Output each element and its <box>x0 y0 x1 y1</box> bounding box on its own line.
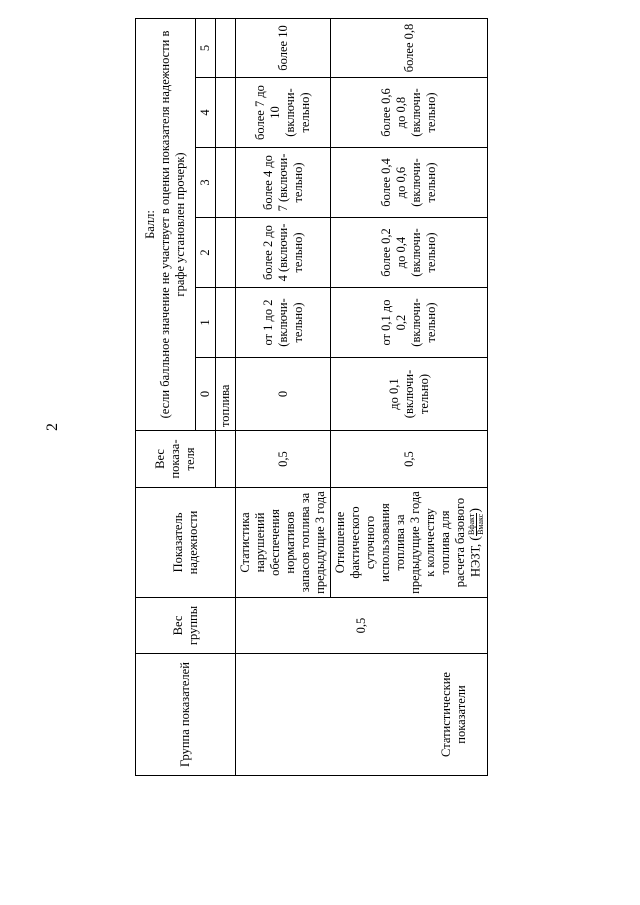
row2-weight: 0,5 <box>331 431 488 488</box>
row1-score-3: более 4 до 7 (включи-тельно) <box>236 148 331 218</box>
page-number: 2 <box>44 423 61 431</box>
row2-indicator-text: Отношение фактического суточного использования топлива за предыдущие 3 года к количеству топлива для расчета базового НЭЗТ, <box>333 491 483 594</box>
subheader-empty <box>216 148 236 218</box>
header-score-note: (если балльное значение не участвует в оценки показателя надежности в графе установлен прочерк) <box>158 30 187 419</box>
header-score-col-2: 2 <box>196 218 216 288</box>
row2-score-0: до 0,1 (включи-тельно) <box>331 358 488 431</box>
header-indicator: Показатель надежности <box>136 488 236 598</box>
formula-numerator: Bфакт <box>467 513 476 536</box>
row2-score-1: от 0,1 до 0,2 (включи-тельно) <box>331 288 488 358</box>
row1-score-0: 0 <box>236 358 331 431</box>
subheader-empty <box>216 431 236 488</box>
row2-score-4: более 0,6 до 0,8 (включи-тельно) <box>331 78 488 148</box>
formula-fraction <box>468 513 485 536</box>
subheader-empty <box>216 218 236 288</box>
row1-score-2: более 2 до 4 (включи-тельно) <box>236 218 331 288</box>
row1-weight: 0,5 <box>236 431 331 488</box>
subheader-empty <box>216 78 236 148</box>
header-group-weight: Вес группы <box>136 598 236 654</box>
row2-score-5: более 0,8 <box>331 19 488 78</box>
header-score-col-5: 5 <box>196 19 216 78</box>
row2-score-3: более 0,4 до 0,6 (включи-тельно) <box>331 148 488 218</box>
row2-indicator: Отношение фактического суточного использования топлива за предыдущие 3 года к количеству топлива для расчета базового НЭЗТ, ( Bфакт Bмакс ) <box>331 488 488 598</box>
row1-indicator: Статистика нарушений обеспечения нормативов запасов топлива за предыдущие 3 года <box>236 488 331 598</box>
table-row <box>236 19 331 776</box>
header-indicator-weight: Вес показа-теля <box>136 431 216 488</box>
subheader-empty <box>216 19 236 78</box>
subheader-score0: топлива <box>216 358 236 431</box>
group-weight: 0,5 <box>236 598 488 654</box>
header-score-col-1: 1 <box>196 288 216 358</box>
formula-denominator: Bмакс <box>476 513 485 535</box>
header-group: Группа показателей <box>136 654 236 776</box>
header-score-col-3: 3 <box>196 148 216 218</box>
header-score <box>136 19 196 431</box>
subheader-empty <box>216 288 236 358</box>
reliability-table-wrapper <box>135 19 485 776</box>
header-score-col-0: 0 <box>196 358 216 431</box>
header-score-title: Балл: <box>143 210 157 239</box>
row1-score-4: более 7 до 10 (включи-тельно) <box>236 78 331 148</box>
row1-score-5: более 10 <box>236 19 331 78</box>
row1-score-1: от 1 до 2 (включи-тельно) <box>236 288 331 358</box>
row2-score-2: более 0,2 до 0,4 (включи-тельно) <box>331 218 488 288</box>
group-name: Статистические показатели <box>236 654 488 776</box>
header-score-col-4: 4 <box>196 78 216 148</box>
reliability-table <box>135 18 488 776</box>
